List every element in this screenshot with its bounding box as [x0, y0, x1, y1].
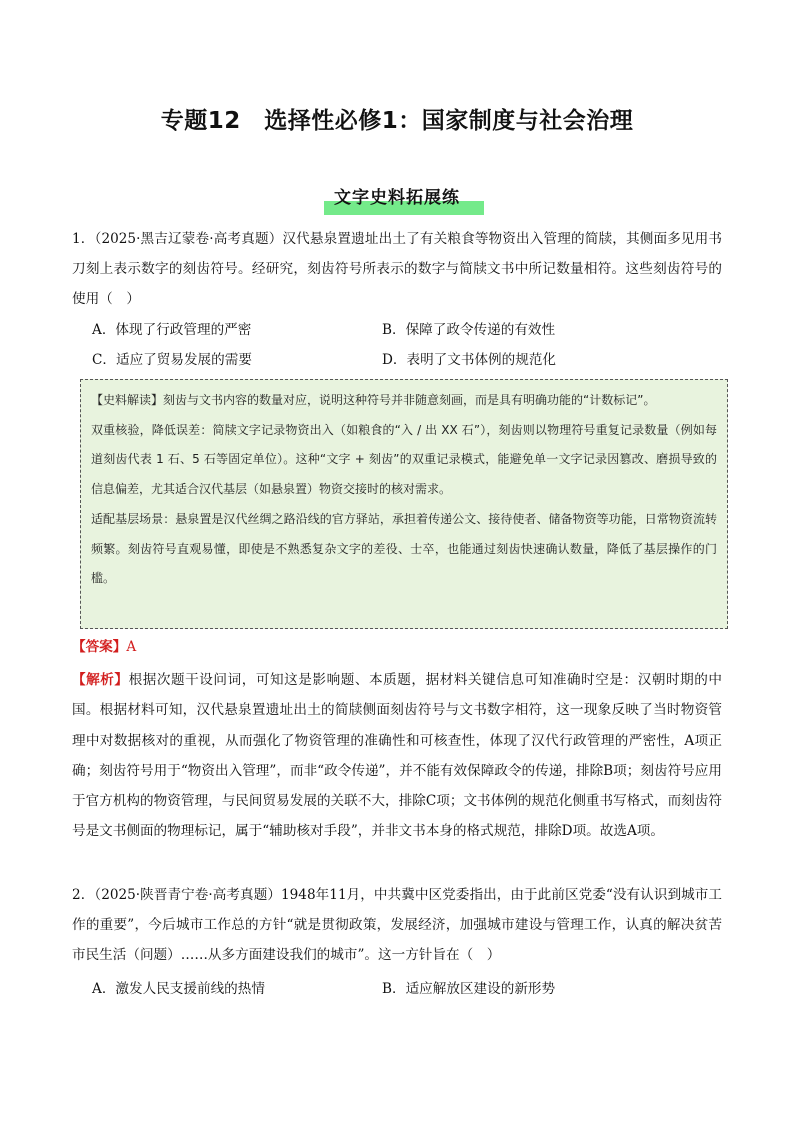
- question-1-options: [92, 315, 712, 375]
- question-1-option-a[interactable]: A．体现了行政管理的严密: [92, 322, 252, 338]
- question-1-source: （2025·黑吉辽蒙卷·高考真题）: [94, 231, 283, 247]
- section-label-text: 文字史料拓展练: [334, 188, 460, 208]
- analysis-text: 根据次题干设问词，可知这是影响题、本质题，据材料关键信息可知准确时空是：汉朝时期的中国。根据材料可知，汉代悬泉置遗址出土的简牍侧面刻齿符号与文书数字相符，这一现象反映了当时物资管理中对数据核对的重视，从而强化了物资管理的准确性和可核查性，体现了汉代行政管理的严密性，A项正确；刻齿符号用于“物资出入管理”，而非“政令传递”，并不能有效保障政令的传递，排除B项；刻齿符号应用于官方机构的物资管理，与民间贸易发展的关联不大，排除C项；文书体例的规范化侧重书写格式，而刻齿符号是文书侧面的物理标记，属于“辅助核对手段”，并非文书本身的格式规范，排除D项。故选A项。: [72, 672, 723, 840]
- page-title: 专题12 选择性必修1：国家制度与社会治理: [160, 108, 634, 134]
- question-2-number: 2．: [72, 887, 95, 903]
- source-interpretation-box: [80, 379, 728, 629]
- answer-label: 【答案】: [72, 639, 127, 655]
- analysis-label: 【解析】: [72, 672, 129, 688]
- question-1-option-d[interactable]: D．表明了文书体例的规范化: [382, 352, 557, 368]
- question-1-option-b[interactable]: B．保障了政令传递的有效性: [382, 322, 556, 338]
- question-1-option-c[interactable]: C．适应了贸易发展的需要: [92, 352, 252, 368]
- question-2: [72, 880, 722, 970]
- question-1-number: 1．: [72, 231, 95, 247]
- question-1-stem: 汉代悬泉置遗址出土了有关粮食等物资出入管理的简牍，其侧面多见用书刀刻上表示数字的刻齿符号。经研究，刻齿符号所表示的数字与简牍文书中所记数量相符。这些刻齿符号的使用（ ）: [72, 231, 723, 307]
- question-2-option-a[interactable]: A．激发人民支援前线的热情: [92, 981, 265, 997]
- section-label: [0, 183, 794, 208]
- note-paragraph: 适配基层场景：悬泉置是汉代丝绸之路沿线的官方驿站，承担着传递公文、接待使者、储备物资等功能，日常物资流转频繁。刻齿符号直观易懂，即使是不熟悉复杂文字的差役、士卒，也能通过刻齿快速确认数量，降低了基层操作的门槛。: [91, 511, 717, 586]
- question-2-option-b[interactable]: B．适应解放区建设的新形势: [382, 981, 556, 997]
- analysis-block: [72, 665, 722, 847]
- question-1: [72, 224, 722, 314]
- note-paragraph: 双重核验，降低误差：简牍文字记录物资出入（如粮食的“入 / 出 XX 石”），刻齿则以物理符号重复记录数量（例如每道刻齿代表 1 石、5 石等固定单位）。这种“文字 + 刻齿”的双重记录模式，能避免单一文字记录因篡改、磨损导致的信息偏差，尤其适合汉代基层（如悬泉置）物资交接时的核对需求。: [91, 422, 717, 497]
- note-paragraph: 【史料解读】刻齿与文书内容的数量对应，说明这种符号并非随意刻画，而是具有明确功能的“计数标记”。: [91, 393, 656, 407]
- answer-value: A: [126, 639, 137, 655]
- answer-line: [72, 632, 136, 662]
- question-2-options: [92, 974, 712, 1004]
- question-2-source: （2025·陕晋青宁卷·高考真题）: [94, 887, 281, 903]
- question-2-stem: 1948年11月，中共冀中区党委指出，由于此前区党委“没有认识到城市工作的重要”，今后城市工作总的方针“就是贯彻政策，发展经济，加强城市建设与管理工作，认真的解决贫苦市民生活（问题）……从多方面建设我们的城市”。这一方针旨在（ ）: [72, 887, 723, 963]
